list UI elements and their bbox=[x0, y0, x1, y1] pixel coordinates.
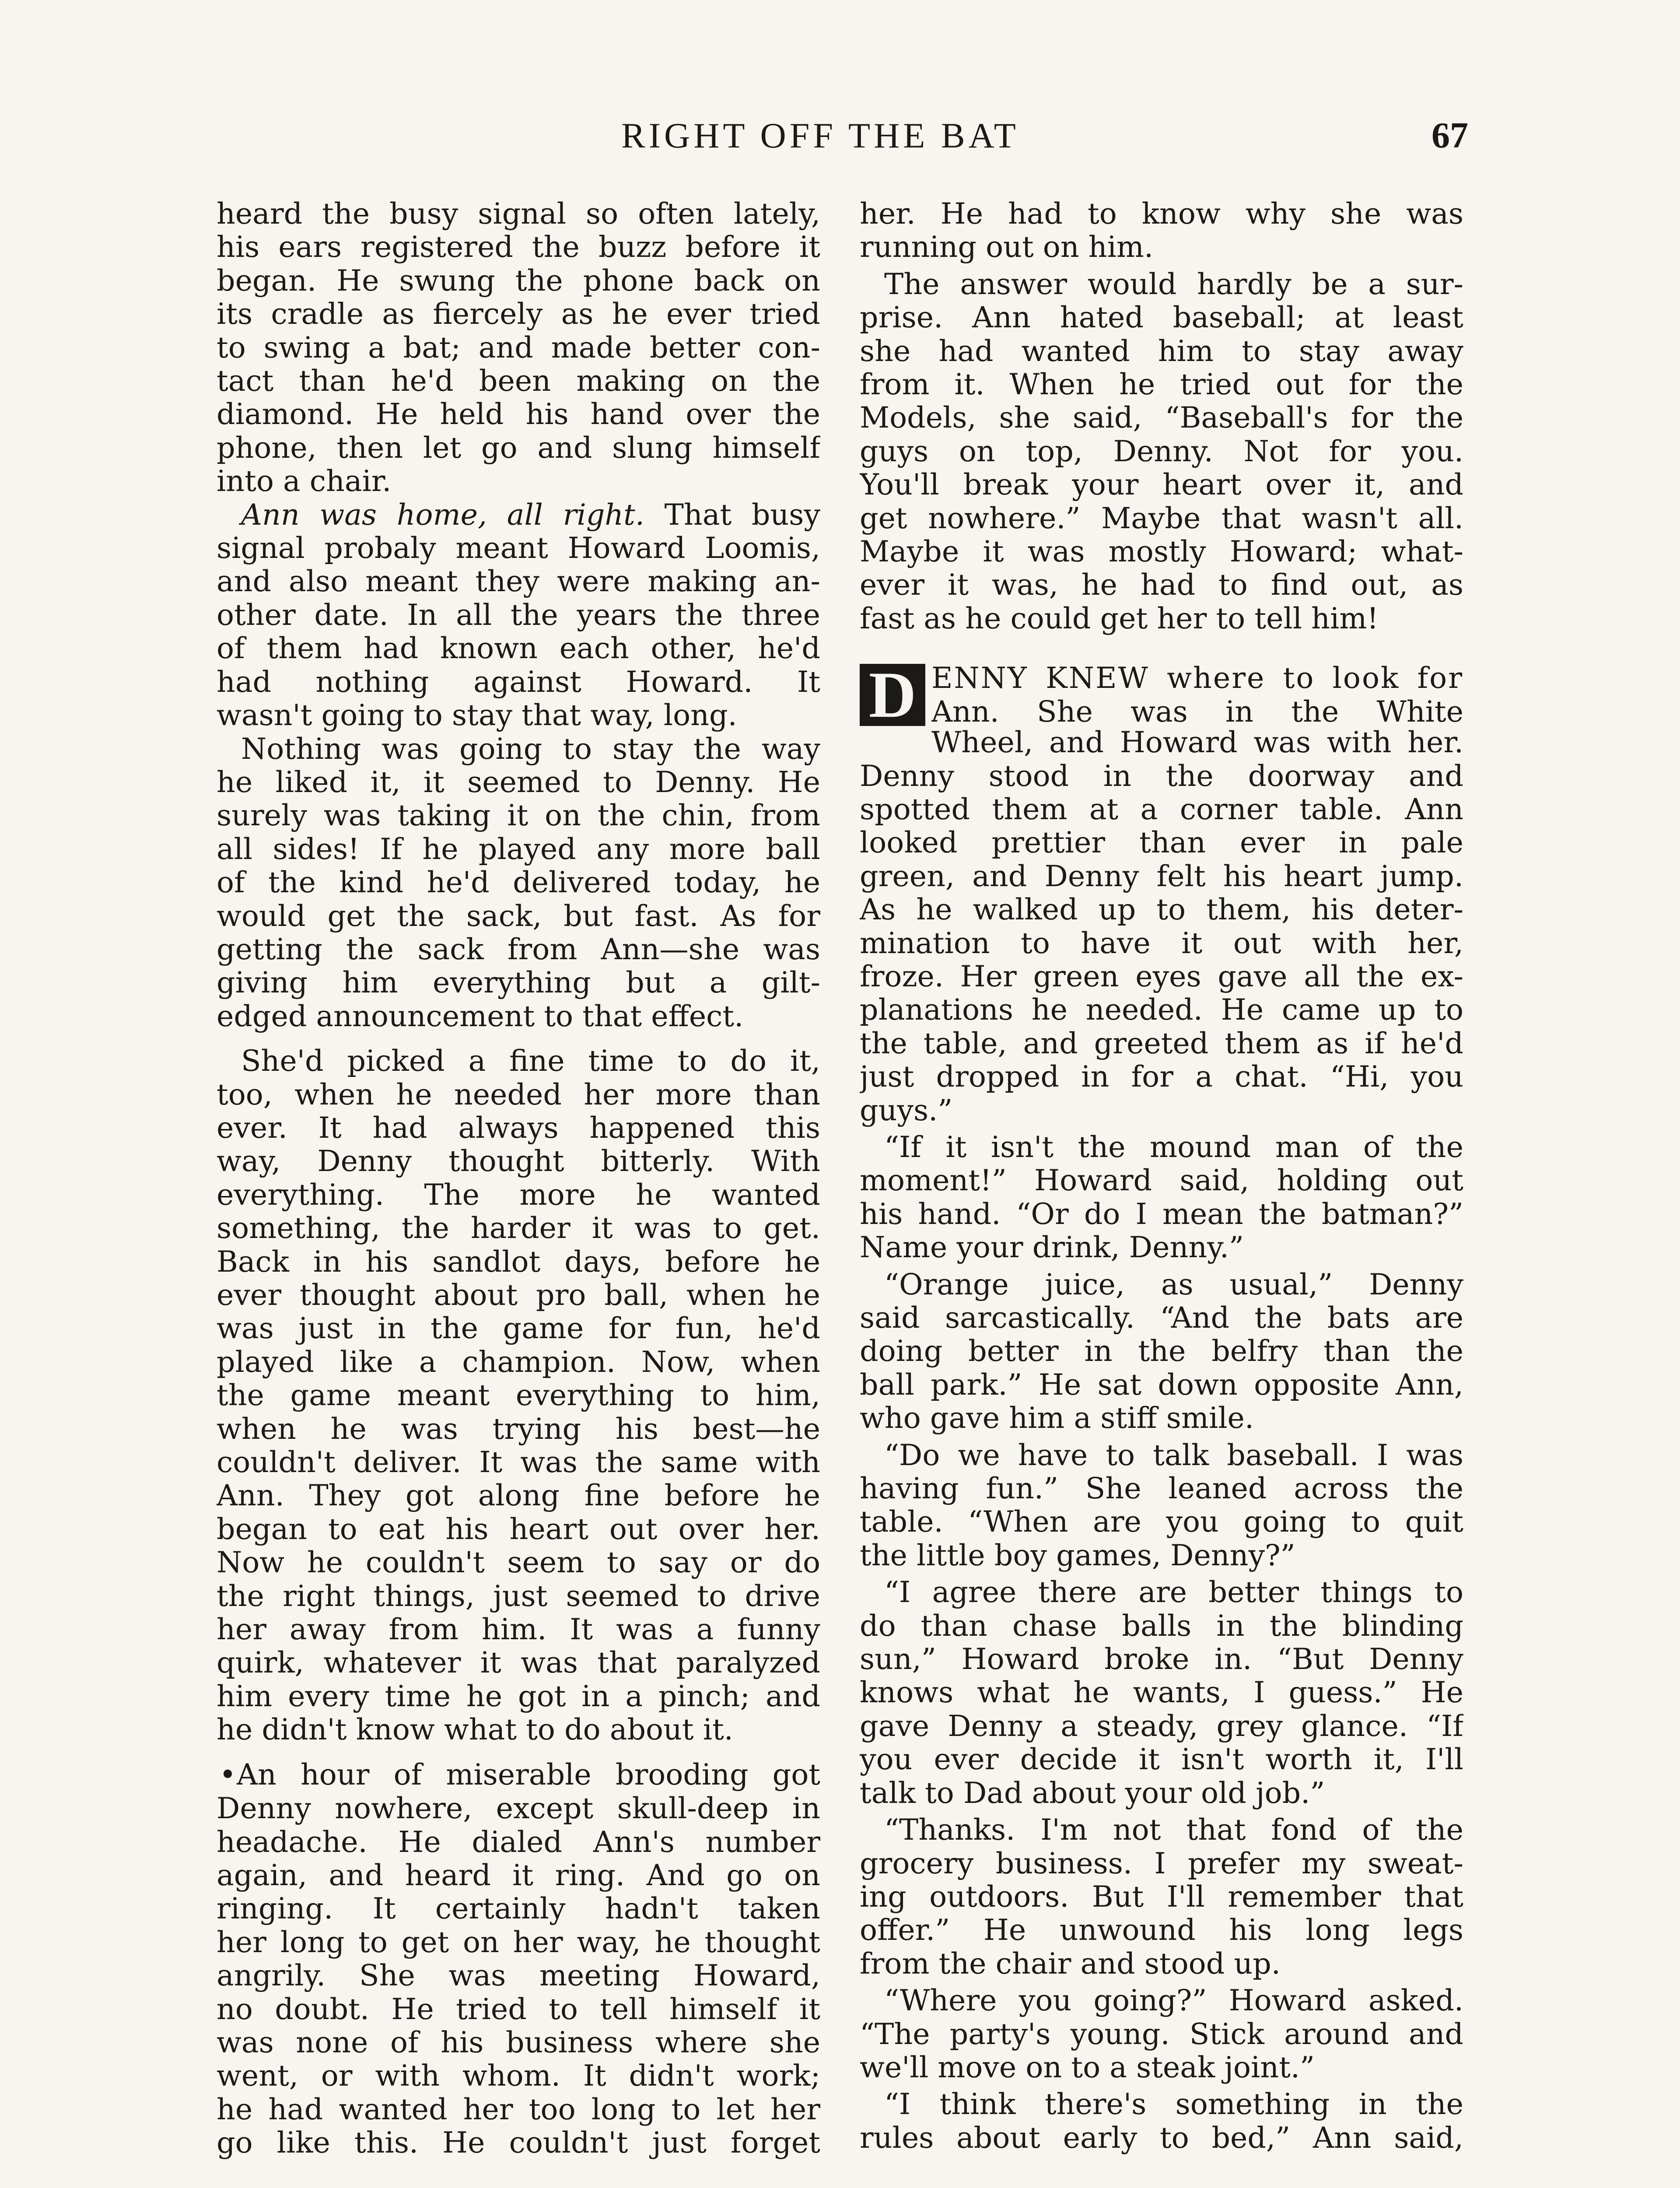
text-line: surely was taking it on the chin, from bbox=[217, 799, 820, 832]
text-line: of the kind he'd delivered today, he bbox=[217, 866, 820, 899]
text-line: his hand. “Or do I mean the batman?” bbox=[860, 1197, 1463, 1231]
text-line: heard the busy signal so often lately, bbox=[217, 197, 820, 231]
text-line: running out on him. bbox=[860, 230, 1154, 264]
text-line: guys.” bbox=[860, 1093, 953, 1127]
paragraph bbox=[860, 1575, 1463, 1809]
text-line: headache. He dialed Ann's number bbox=[217, 1825, 820, 1858]
text-line: ing outdoors. But I'll remember that bbox=[860, 1879, 1463, 1914]
section-opening bbox=[860, 659, 1463, 732]
text-line: diamond. He held his hand over the bbox=[217, 397, 820, 431]
paragraph bbox=[860, 1268, 1463, 1435]
text-line: talk to Dad about your old job.” bbox=[860, 1776, 1325, 1810]
text-line: Maybe it was mostly Howard; what- bbox=[860, 535, 1463, 568]
text-line: planations he needed. He came up to bbox=[860, 993, 1463, 1027]
text-line: Denny nowhere, except skull-deep in bbox=[217, 1792, 820, 1825]
text-line: She'd picked a fine time to do it, bbox=[241, 1044, 820, 1078]
text-line: played like a champion. Now, when bbox=[217, 1345, 820, 1379]
text-line: something, the harder it was to get. bbox=[217, 1211, 820, 1245]
paragraph bbox=[860, 2087, 1463, 2154]
paragraph bbox=[860, 726, 1463, 1127]
text-line: guys on top, Denny. Not for you. bbox=[860, 434, 1463, 468]
text-line: “Thanks. I'm not that fond of the bbox=[884, 1813, 1463, 1847]
text-line: doing better in the belfry than the bbox=[860, 1334, 1463, 1368]
text-line: froze. Her green eyes gave all the ex- bbox=[860, 959, 1463, 993]
text-line: “I agree there are better things to bbox=[884, 1575, 1463, 1609]
text-line: the right things, just seemed to drive bbox=[217, 1579, 820, 1613]
text-line: was none of his business where she bbox=[217, 2025, 820, 2059]
text-line: the game meant everything to him, bbox=[217, 1378, 820, 1412]
text-line: he didn't know what to do about it. bbox=[217, 1713, 733, 1746]
text-line: rules about early to bed,” Ann said, bbox=[860, 2121, 1463, 2155]
text-line: offer.” He unwound his long legs bbox=[860, 1913, 1463, 1947]
text-line: again, and heard it ring. And go on bbox=[217, 1858, 820, 1892]
text-line: “I think there's something in the bbox=[884, 2087, 1463, 2121]
running-title: RIGHT OFF THE BAT bbox=[621, 116, 1019, 155]
text-line: couldn't deliver. It was the same with bbox=[217, 1445, 820, 1479]
text-line: Now he couldn't seem to say or do bbox=[217, 1546, 820, 1579]
paragraph bbox=[217, 732, 820, 1033]
text-line: other date. In all the years the three bbox=[217, 598, 820, 632]
text-line: was just in the game for fun, he'd bbox=[217, 1311, 820, 1345]
text-line: ENNY KNEW where to look for bbox=[931, 661, 1463, 695]
text-line: had nothing against Howard. It bbox=[217, 665, 820, 699]
text-line: wasn't going to stay that way, long. bbox=[217, 698, 737, 732]
text-line: Name your drink, Denny.” bbox=[860, 1231, 1244, 1264]
bullet-mark: • bbox=[219, 1757, 236, 1792]
paragraph bbox=[217, 1758, 820, 2160]
text-line: Back in his sandlot days, before he bbox=[217, 1245, 820, 1278]
text-line: to swing a bat; and made better con- bbox=[217, 330, 820, 365]
paragraph bbox=[860, 1984, 1463, 2084]
paragraph bbox=[860, 1813, 1463, 1980]
text-line: signal probaly meant Howard Loomis, bbox=[217, 531, 820, 565]
text-line: he had wanted her too long to let her bbox=[217, 2092, 820, 2126]
text-line: her long to get on her way, he thought bbox=[217, 1925, 820, 1959]
text-line: her. He had to know why she was bbox=[860, 197, 1463, 231]
text-line: him every time he got in a pinch; and bbox=[217, 1679, 820, 1713]
text-line: As he walked up to them, his deter- bbox=[860, 893, 1463, 926]
text-line: mination to have it out with her, bbox=[860, 926, 1463, 960]
text-line: go like this. He couldn't just forget bbox=[217, 2126, 820, 2160]
text-line: “Do we have to talk baseball. I was bbox=[884, 1438, 1463, 1472]
text-line: having fun.” She leaned across the bbox=[860, 1472, 1463, 1505]
text-line: tact than he'd been making on the bbox=[217, 364, 820, 398]
text-line: do than chase balls in the blinding bbox=[860, 1609, 1463, 1643]
paragraph bbox=[860, 197, 1463, 264]
text-line bbox=[217, 1758, 820, 1792]
paragraph bbox=[860, 1438, 1463, 1572]
text-line: Ann. They got along fine before he bbox=[217, 1479, 820, 1512]
page-header bbox=[0, 112, 1680, 160]
text-line: edged announcement to that effect. bbox=[217, 999, 744, 1033]
text-line: table. “When are you going to quit bbox=[860, 1505, 1463, 1539]
text-line: looked prettier than ever in pale bbox=[860, 826, 1463, 859]
text-line: knows what he wants, I guess.” He bbox=[860, 1676, 1463, 1709]
text-fragment: An hour of miserable brooding got bbox=[237, 1757, 820, 1792]
text-line: “Where you going?” Howard asked. bbox=[884, 1984, 1463, 2017]
text-line: prise. Ann hated baseball; at least bbox=[860, 301, 1463, 334]
text-line: he liked it, it seemed to Denny. He bbox=[217, 765, 820, 799]
text-line: all sides! If he played any more ball bbox=[217, 832, 820, 866]
text-line: we'll move on to a steak joint.” bbox=[860, 2050, 1315, 2084]
text-line: ball park.” He sat down opposite Ann, bbox=[860, 1368, 1463, 1402]
text-line: ever. It had always happened this bbox=[217, 1111, 820, 1145]
text-line: ever it was, he had to find out, as bbox=[860, 568, 1463, 602]
text-line: the little boy games, Denny?” bbox=[860, 1538, 1295, 1572]
text-line: would get the sack, but fast. As for bbox=[217, 899, 820, 933]
text-line: everything. The more he wanted bbox=[217, 1178, 820, 1212]
text-line: quirk, whatever it was that paralyzed bbox=[217, 1646, 820, 1680]
text-line: his ears registered the buzz before it bbox=[217, 230, 820, 264]
text-line: moment!” Howard said, holding out bbox=[860, 1164, 1463, 1197]
text-line: way, Denny thought bitterly. With bbox=[217, 1144, 820, 1178]
text-fragment: That busy bbox=[644, 498, 820, 532]
text-line: fast as he could get her to tell him! bbox=[860, 601, 1379, 635]
text-line: Models, she said, “Baseball's for the bbox=[860, 401, 1463, 435]
text-line: its cradle as fiercely as he ever tried bbox=[217, 297, 820, 331]
text-line: no doubt. He tried to tell himself it bbox=[217, 1992, 820, 2026]
text-line: green, and Denny felt his heart jump. bbox=[860, 859, 1463, 893]
page-number: 67 bbox=[1432, 115, 1468, 156]
text-line: “The party's young. Stick around and bbox=[860, 2017, 1463, 2051]
paragraph bbox=[217, 1044, 820, 1746]
text-line: she had wanted him to stay away bbox=[860, 334, 1463, 368]
paragraph bbox=[860, 267, 1463, 635]
text-line: said sarcastically. “And the bats are bbox=[860, 1301, 1463, 1335]
paragraph bbox=[217, 498, 820, 732]
paragraph bbox=[860, 1130, 1463, 1264]
text-line: you ever decide it isn't worth it, I'll bbox=[860, 1743, 1463, 1776]
text-line: from the chair and stood up. bbox=[860, 1946, 1281, 1981]
text-line: angrily. She was meeting Howard, bbox=[217, 1959, 820, 1992]
text-line: Ann. She was in the White bbox=[931, 694, 1463, 729]
text-line: began to eat his heart out over her. bbox=[217, 1512, 820, 1546]
right-column bbox=[860, 197, 1463, 2154]
italic-text: Ann was home, all right. bbox=[241, 498, 644, 532]
text-line: spotted them at a corner table. Ann bbox=[860, 792, 1463, 826]
text-line: The answer would hardly be a sur- bbox=[884, 267, 1463, 301]
text-line: grocery business. I prefer my sweat- bbox=[860, 1846, 1463, 1880]
text-line: of them had known each other, he'd bbox=[217, 631, 820, 665]
text-line: just dropped in for a chat. “Hi, you bbox=[860, 1060, 1463, 1094]
text-line: her away from him. It was a funny bbox=[217, 1613, 820, 1646]
drop-cap: D bbox=[860, 664, 925, 726]
text-line: phone, then let go and slung himself bbox=[217, 431, 820, 465]
text-line: getting the sack from Ann—she was bbox=[217, 932, 820, 966]
text-line: ringing. It certainly hadn't taken bbox=[217, 1892, 820, 1925]
text-line: and also meant they were making an- bbox=[217, 565, 820, 598]
text-line: get nowhere.” Maybe that wasn't all. bbox=[860, 501, 1463, 535]
text-line: “Orange juice, as usual,” Denny bbox=[884, 1267, 1463, 1301]
text-line: Denny stood in the doorway and bbox=[860, 759, 1463, 792]
text-line: too, when he needed her more than bbox=[217, 1077, 820, 1111]
text-line: from it. When he tried out for the bbox=[860, 368, 1463, 401]
text-line: the table, and greeted them as if he'd bbox=[860, 1026, 1463, 1060]
text-line: ever thought about pro ball, when he bbox=[217, 1278, 820, 1312]
text-line: when he was trying his best—he bbox=[217, 1412, 820, 1446]
text-line: went, or with whom. It didn't work; bbox=[217, 2059, 820, 2093]
text-line: who gave him a stiff smile. bbox=[860, 1401, 1254, 1435]
paragraph bbox=[217, 197, 820, 498]
text-line: into a chair. bbox=[217, 464, 392, 498]
text-line: gave Denny a steady, grey glance. “If bbox=[860, 1709, 1463, 1743]
text-line: “If it isn't the mound man of the bbox=[884, 1130, 1463, 1164]
text-line: giving him everything but a gilt- bbox=[217, 966, 820, 999]
text-line bbox=[217, 498, 820, 531]
text-line: sun,” Howard broke in. “But Denny bbox=[860, 1642, 1463, 1676]
text-line: began. He swung the phone back on bbox=[217, 263, 820, 298]
left-column bbox=[217, 197, 820, 2160]
text-line: Wheel, and Howard was with her. bbox=[931, 726, 1463, 759]
text-line: You'll break your heart over it, and bbox=[860, 468, 1463, 501]
text-line: Nothing was going to stay the way bbox=[241, 732, 820, 765]
